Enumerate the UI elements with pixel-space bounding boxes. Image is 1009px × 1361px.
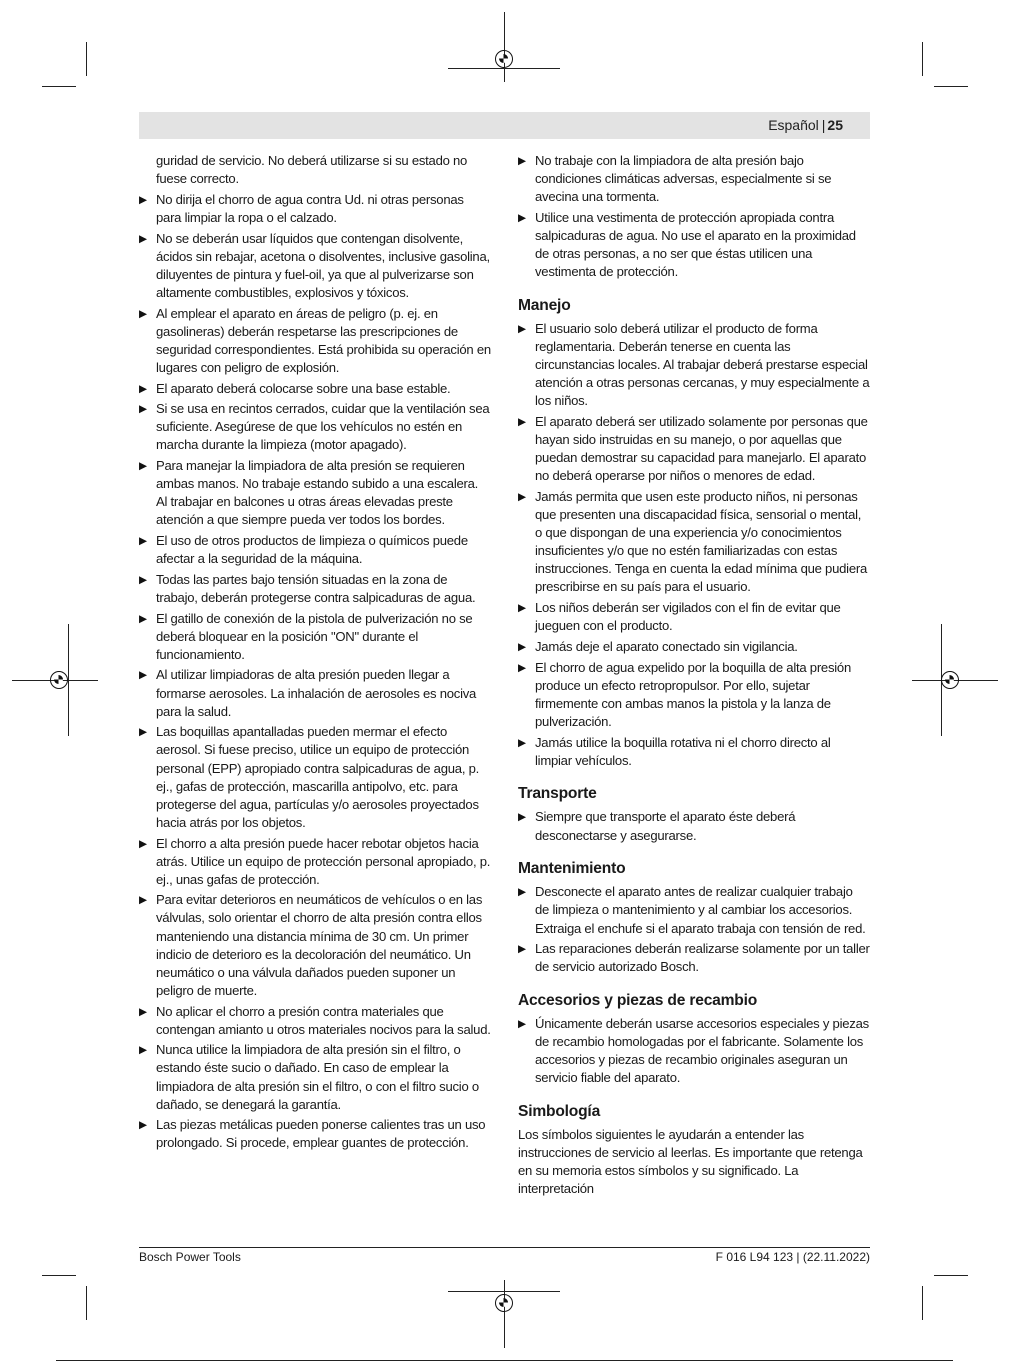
bullet-text: Desconecte el aparato antes de realizar cualquier trabajo de limpieza o mantenimiento y al cambiar los accesorios. Extraiga el enchufe si el aparato trabaja con tensión de red. — [535, 884, 866, 936]
safety-bullet — [139, 610, 491, 664]
bullet-triangle-icon: ▶ — [139, 573, 147, 586]
page-number: 25 — [827, 117, 843, 133]
safety-bullet — [139, 723, 491, 832]
safety-bullet — [518, 488, 870, 597]
safety-bullet — [139, 532, 491, 568]
bullet-text: Si se usa en recintos cerrados, cuidar que la ventilación sea suficiente. Asegúrese de que los vehículos no estén en marcha durante la limpieza (motor apagado). — [156, 401, 490, 453]
bullet-text: Para evitar deterioros en neumáticos de vehículos o en las válvulas, solo orientar el chorro de alta presión contra ellos manteniendo una distancia mínima de 30 cm. Un primer indicio de deterioro es la decoloración del neumático. Un neumático o una válvula dañados pueden suponer un peligro de muerte. — [156, 892, 483, 998]
safety-bullet — [139, 666, 491, 720]
safety-bullet — [139, 1041, 491, 1113]
bullet-text: Los niños deberán ser vigilados con el fin de evitar que jueguen con el producto. — [535, 600, 841, 634]
registration-target-icon — [495, 1294, 513, 1312]
bullet-text: Para manejar la limpiadora de alta presión se requieren ambas manos. No trabaje estando subido a una escalera. Al trabajar en balcones u otras áreas elevadas preste atención a que siempre pueda ver todos los bordes. — [156, 458, 479, 528]
simbologia-paragraph: Los símbolos siguientes le ayudarán a entender las instrucciones de servicio al leerlas. Es importante que retenga en su memoria estos símbolos y su significado. La interpretación — [518, 1127, 863, 1197]
bullet-triangle-icon: ▶ — [518, 661, 526, 674]
registration-target-icon — [495, 50, 513, 68]
safety-bullet — [518, 209, 870, 281]
safety-bullet — [518, 734, 870, 770]
bullet-triangle-icon: ▶ — [518, 322, 526, 335]
bullet-triangle-icon: ▶ — [139, 1044, 147, 1057]
bullet-triangle-icon: ▶ — [139, 535, 147, 548]
registration-target-icon — [941, 671, 959, 689]
bullet-text: No se deberán usar líquidos que contengan disolvente, ácidos sin rebajar, acetona o disolventes, inclusive gasolina, diluyentes de pintura y fuel-oil, ya que al pulverizarse son altamente combustibles, explosivos y tóxicos. — [156, 230, 490, 300]
safety-bullet — [139, 305, 491, 377]
bullet-text: El gatillo de conexión de la pistola de pulverización no se deberá bloquear en la posición "ON" durante el funcionamiento. — [156, 610, 473, 662]
bullet-triangle-icon: ▶ — [139, 612, 147, 625]
bullet-text: No dirija el chorro de agua contra Ud. ni otras personas para limpiar la ropa o el calzado. — [156, 191, 464, 225]
bullet-text: Al emplear el aparato en áreas de peligro (p. ej. en gasolineras) deberán respetarse las prescripciones de seguridad correspondientes. Está prohibida su operación en lugares con peligro de explosión. — [156, 305, 491, 375]
bullet-triangle-icon: ▶ — [139, 1005, 147, 1018]
bullet-triangle-icon: ▶ — [139, 193, 147, 206]
bullet-triangle-icon: ▶ — [139, 894, 147, 907]
crop-mark — [934, 1275, 968, 1276]
safety-bullet — [139, 230, 491, 302]
bullet-text: Nunca utilice la limpiadora de alta presión sin el filtro, o estando éste sucio o dañado. En caso de emplear la limpiadora de alta presión sin el filtro, o con el filtro sucio o dañado, se denegará la garantía. — [156, 1042, 479, 1112]
safety-bullet — [518, 883, 870, 937]
page-header — [139, 112, 870, 139]
bullet-triangle-icon: ▶ — [518, 211, 526, 224]
header-language: Español — [768, 117, 819, 133]
bullet-triangle-icon: ▶ — [518, 640, 526, 653]
crop-mark — [86, 42, 87, 76]
bullet-triangle-icon: ▶ — [518, 155, 526, 167]
footer-document-code: F 016 L94 123 | (22.11.2022) — [715, 1250, 870, 1264]
safety-bullet — [518, 320, 870, 410]
crop-mark — [42, 86, 76, 87]
continued-text: guridad de servicio. No deberá utilizarse si su estado no fuese correcto. — [156, 153, 468, 187]
section-heading-manejo: Manejo — [518, 296, 571, 314]
bullet-text: No aplicar el chorro a presión contra materiales que contengan amianto u otros materiales nocivos para la salud. — [156, 1003, 491, 1037]
bullet-text: El chorro a alta presión puede hacer rebotar objetos hacia atrás. Utilice un equipo de protección personal apropiado, p. ej., unas gafas de protección. — [156, 835, 491, 887]
bullet-text: Jamás utilice la boquilla rotativa ni el chorro directo al limpiar vehículos. — [535, 734, 831, 768]
safety-bullet — [139, 191, 491, 227]
crop-mark — [934, 86, 968, 87]
registration-line — [504, 12, 505, 82]
bullet-text: Jamás permita que usen este producto niños, ni personas que presenten una discapacidad física, sensorial o mental, o que dispongan de una experiencia y/o conocimientos insuficientes y/o que no estén familiarizadas con estas instrucciones. Tenga en cuenta la edad mínima que pudiera prescribirse en su país para el usuario. — [535, 488, 867, 595]
bullet-triangle-icon: ▶ — [518, 602, 526, 615]
crop-mark — [922, 1286, 923, 1320]
safety-bullet — [518, 1015, 870, 1087]
bullet-triangle-icon: ▶ — [139, 1119, 147, 1132]
bullet-text: Siempre que transporte el aparato éste deberá desconectarse y asegurarse. — [535, 809, 796, 843]
bullet-triangle-icon: ▶ — [139, 837, 147, 850]
bullet-text: Utilice una vestimenta de protección apropiada contra salpicaduras de agua. No use el aparato en la proximidad de otras personas, a no ser que éstas utilicen una vestimenta de protección. — [535, 209, 856, 280]
bullet-text: El aparato deberá colocarse sobre una base estable. — [156, 380, 451, 396]
safety-bullet — [139, 1116, 491, 1152]
safety-bullet — [139, 400, 491, 454]
safety-bullet — [518, 152, 870, 206]
bullet-triangle-icon: ▶ — [139, 726, 147, 739]
safety-bullet — [139, 835, 491, 889]
safety-bullet — [139, 891, 491, 1000]
registration-line — [68, 624, 69, 736]
section-heading-simbologia: Simbología — [518, 1103, 601, 1121]
safety-bullet — [518, 940, 870, 976]
safety-bullet — [518, 808, 870, 844]
bullet-text: Jamás deje el aparato conectado sin vigilancia. — [535, 638, 798, 654]
bullet-text: Únicamente deberán usarse accesorios especiales y piezas de recambio homologadas por el fabricante. Solamente los accesorios y piezas de recambio originales aseguran un servicio fiable del aparato. — [535, 1016, 869, 1086]
bullet-triangle-icon: ▶ — [139, 232, 147, 245]
safety-bullet — [518, 638, 870, 656]
bullet-text: Las piezas metálicas pueden ponerse calientes tras un uso prolongado. Si procede, emplear guantes de protección. — [156, 1117, 486, 1151]
safety-bullet — [518, 659, 870, 731]
section-heading-accesorios: Accesorios y piezas de recambio — [518, 991, 758, 1009]
crop-mark — [86, 1286, 87, 1320]
bullet-text: Las reparaciones deberán realizarse solamente por un taller de servicio autorizado Bosch. — [535, 941, 870, 975]
bullet-triangle-icon: ▶ — [139, 307, 147, 320]
registration-line — [504, 1280, 505, 1348]
safety-bullet — [139, 571, 491, 607]
bullet-triangle-icon: ▶ — [518, 1018, 526, 1031]
safety-bullet — [139, 380, 491, 398]
section-heading-transporte: Transporte — [518, 785, 597, 803]
crop-mark — [42, 1275, 76, 1276]
bullet-triangle-icon: ▶ — [139, 403, 147, 416]
bullet-triangle-icon: ▶ — [518, 416, 526, 428]
bullet-text: El usuario solo deberá utilizar el producto de forma reglamentaria. Deberán tenerse en cuenta las circunstancias locales. Al trabajar deberá prestarse especial atención a otras personas cercanas, y muy especialmente a los niños. — [535, 320, 870, 409]
bullet-text: Al utilizar limpiadoras de alta presión pueden llegar a formarse aerosoles. La inhalación de aerosoles es nociva para la salud. — [156, 667, 477, 719]
page-header-text: Español | 25 — [768, 117, 843, 133]
footer-brand: Bosch Power Tools — [139, 1250, 241, 1264]
bullet-triangle-icon: ▶ — [518, 811, 526, 824]
bullet-triangle-icon: ▶ — [518, 490, 526, 503]
bullet-text: El chorro de agua expelido por la boquilla de alta presión produce un efecto retropropulsor. Por ello, sujetar firmemente con ambas manos la pistola y la lanza de pulverización. — [535, 659, 851, 729]
left-column — [139, 152, 491, 1155]
bullet-triangle-icon: ▶ — [139, 460, 147, 473]
right-column — [518, 152, 870, 1199]
bullet-triangle-icon: ▶ — [518, 943, 526, 956]
bullet-triangle-icon: ▶ — [139, 669, 147, 682]
crop-mark — [922, 42, 923, 76]
footer-rule — [139, 1247, 870, 1248]
bullet-triangle-icon: ▶ — [518, 886, 526, 899]
bullet-text: Todas las partes bajo tensión situadas en la zona de trabajo, deberán protegerse contra salpicaduras de agua. — [156, 571, 476, 605]
safety-bullet — [139, 1003, 491, 1039]
safety-bullet — [518, 599, 870, 635]
safety-bullet — [518, 413, 870, 485]
bullet-text: El aparato deberá ser utilizado solamente por personas que hayan sido instruidas en su manejo, o por aquellas que puedan demostrar su capacidad para manejarlo. El aparato no deberá operarse por niños o menores de edad. — [535, 414, 868, 484]
bullet-text: No trabaje con la limpiadora de alta presión bajo condiciones climáticas adversas, especialmente si se avecina una tormenta. — [535, 153, 832, 205]
bullet-triangle-icon: ▶ — [518, 736, 526, 749]
bullet-text: El uso de otros productos de limpieza o químicos puede afectar a la seguridad de la máquina. — [156, 533, 468, 567]
bullet-triangle-icon: ▶ — [139, 382, 147, 395]
safety-bullet — [139, 457, 491, 529]
bullet-text: Las boquillas apantalladas pueden mermar el efecto aerosol. Si fuese preciso, utilice un equipo de protección personal (EPP) apropiado contra salpicaduras de agua, p. ej., gafas de protección, mascarilla antipolvo, etc. para protegerse del agua, partículas y/o aerosoles proyectados hacia atrás por los objetos. — [156, 724, 480, 830]
registration-target-icon — [50, 671, 68, 689]
section-heading-mantenimiento: Mantenimiento — [518, 860, 626, 878]
